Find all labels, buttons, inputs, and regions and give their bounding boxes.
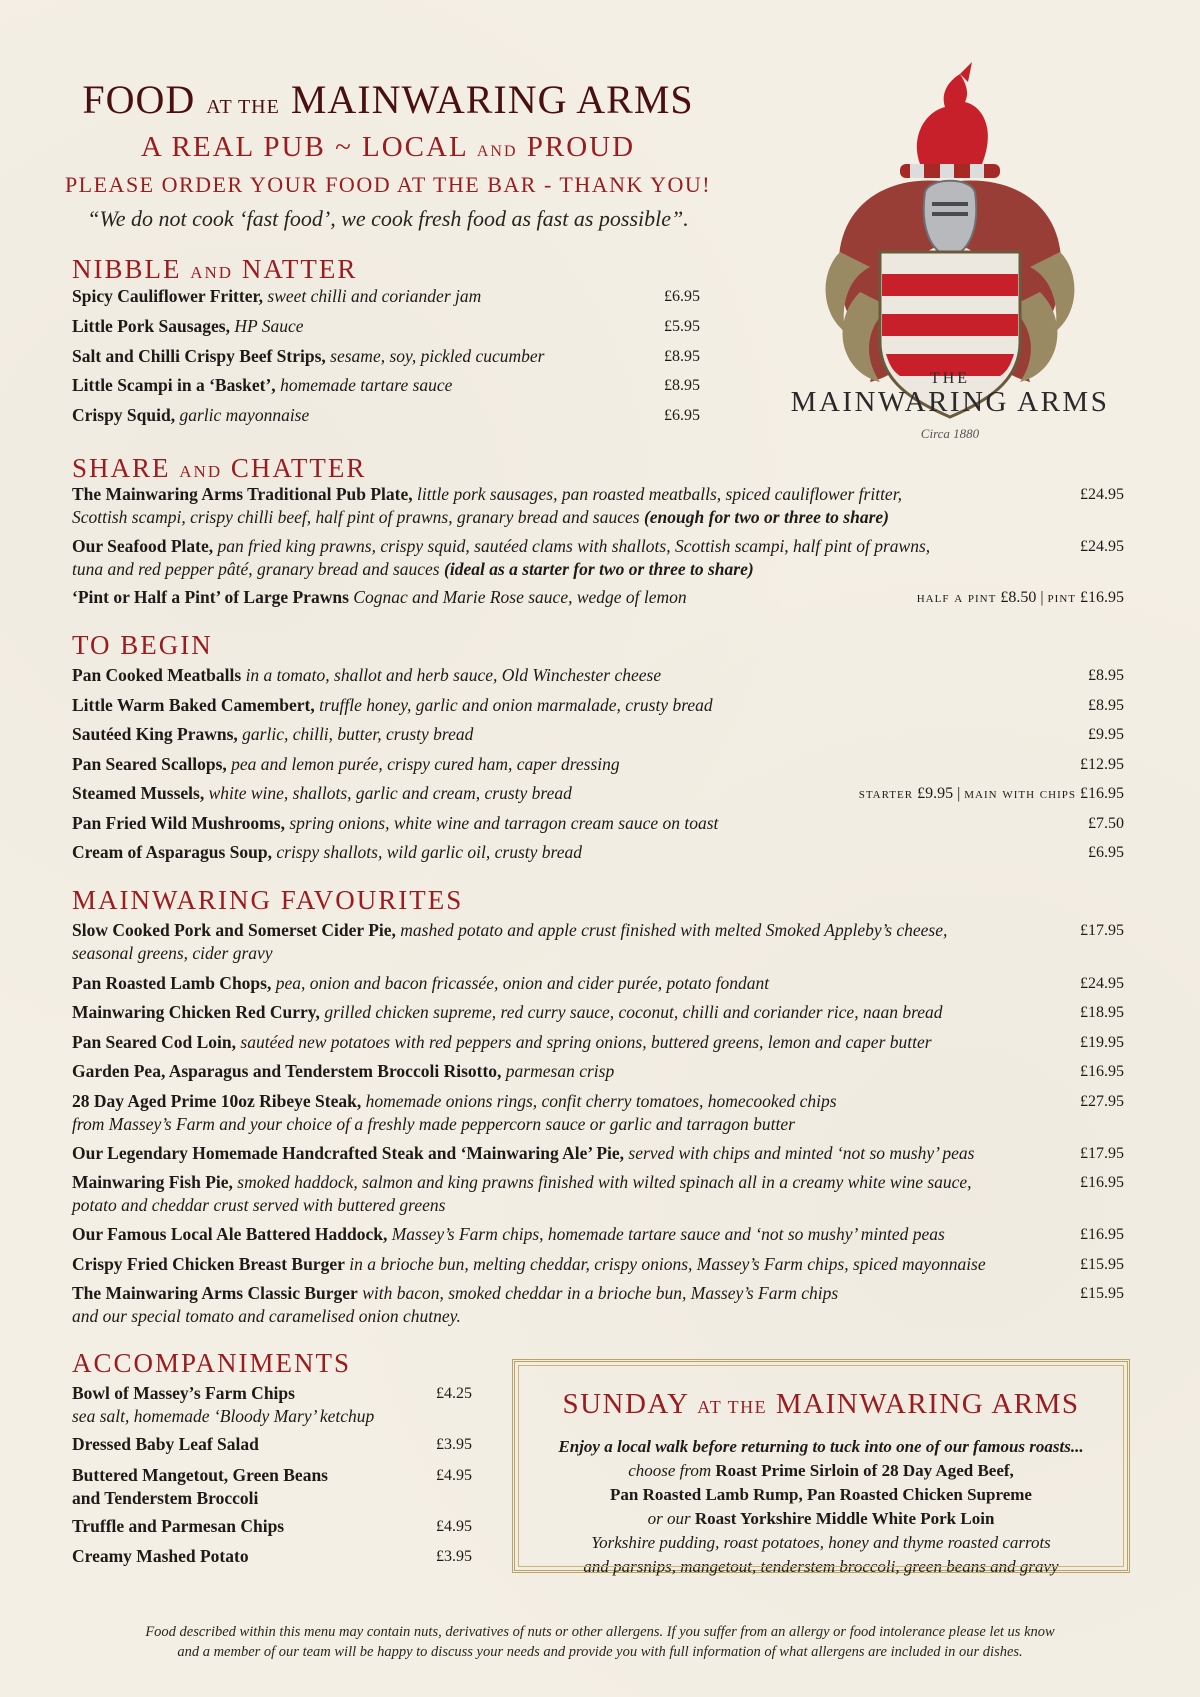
item-name: ‘Pint or Half a Pint’ of Large Prawns — [72, 587, 349, 607]
item-price: £16.95 — [1080, 1174, 1124, 1191]
item-desc: Massey’s Farm chips, homemade tartare sauce and ‘not so mushy’ minted peas — [387, 1224, 945, 1244]
price-value: £16.95 — [1080, 785, 1124, 802]
sunday-line: and parsnips, mangetout, tenderstem broccoli, green beans and gravy — [583, 1557, 1059, 1576]
item-desc: pea and lemon purée, crispy cured ham, caper dressing — [226, 754, 620, 774]
item-name: The Mainwaring Arms Traditional Pub Plate, — [72, 484, 413, 504]
item-name: Little Pork Sausages, — [72, 316, 230, 336]
item-price: £8.95 — [1088, 697, 1124, 714]
subtitle-c: PROUD — [526, 131, 636, 163]
sunday-line: choose from — [628, 1461, 716, 1480]
logo-the: THE — [929, 370, 971, 387]
item-desc: HP Sauce — [230, 316, 304, 336]
item-desc: homemade onions rings, confit cherry tomatoes, homecooked chips — [361, 1091, 837, 1111]
item-desc: tuna and red pepper pâté, granary bread and sauces — [72, 559, 444, 579]
item-desc: truffle honey, garlic and onion marmalade, crusty bread — [314, 695, 713, 715]
item-desc: pan fried king prawns, crispy squid, sautéed clams with shallots, Scottish scampi, half pint of prawns, — [213, 536, 931, 556]
menu-item — [72, 345, 544, 368]
section-word: MAINWARING FAVOURITES — [72, 885, 464, 915]
item-price: £15.95 — [1080, 1256, 1124, 1273]
sunday-line: Roast Prime Sirloin of 28 Day Aged Beef, — [715, 1461, 1014, 1480]
item-desc: spring onions, white wine and tarragon cream sauce on toast — [284, 813, 719, 833]
item-desc: smoked haddock, salmon and king prawns finished with wilted spinach all in a creamy white wine sauce, — [232, 1172, 972, 1192]
menu-item — [72, 723, 473, 746]
menu-title — [58, 78, 718, 129]
item-desc: in a brioche bun, melting cheddar, crispy onions, Massey’s Farm chips, spiced mayonnaise — [344, 1254, 986, 1274]
item-price: £8.95 — [664, 348, 700, 365]
item-name: Creamy Mashed Potato — [72, 1546, 249, 1566]
price-value: £16.95 — [1080, 589, 1124, 606]
sunday-line: Pan Roasted Lamb Rump, Pan Roasted Chicken Supreme — [610, 1485, 1032, 1504]
price-value: £9.95 | — [917, 785, 965, 802]
sunday-title-word: AT THE — [697, 1397, 768, 1417]
section-word: NIBBLE — [72, 254, 182, 284]
item-name: Little Scampi in a ‘Basket’, — [72, 375, 276, 395]
sunday-line: or our — [647, 1509, 695, 1528]
item-name: Mainwaring Chicken Red Curry, — [72, 1002, 320, 1022]
menu-item — [72, 586, 687, 609]
menu-item — [72, 1282, 1032, 1328]
section-word: AND — [190, 263, 234, 282]
item-desc: parmesan crisp — [501, 1061, 615, 1081]
menu-item — [72, 919, 1032, 965]
menu-item — [72, 1001, 943, 1024]
item-price: £8.95 — [664, 377, 700, 394]
price-label: pint — [1047, 590, 1076, 606]
item-note: (ideal as a starter for two or three to share) — [444, 559, 754, 579]
sunday-title — [515, 1388, 1127, 1421]
item-price: £12.95 — [1080, 756, 1124, 773]
menu-item — [72, 483, 1072, 529]
menu-item — [72, 782, 572, 805]
menu-item — [72, 404, 309, 427]
price-label: half a pint — [916, 590, 997, 606]
price-value: £8.50 | — [1000, 589, 1048, 606]
item-desc: with bacon, smoked cheddar in a brioche bun, Massey’s Farm chips — [357, 1283, 839, 1303]
item-name: Pan Seared Cod Loin, — [72, 1032, 237, 1052]
menu-item — [72, 841, 582, 864]
section-begin-title — [72, 630, 213, 660]
item-price: £17.95 — [1080, 922, 1124, 939]
section-word: ACCOMPANIMENTS — [72, 1348, 352, 1378]
item-note: (enough for two or three to share) — [643, 507, 889, 527]
item-price: £27.95 — [1080, 1093, 1124, 1110]
item-name: Slow Cooked Pork and Somerset Cider Pie, — [72, 920, 396, 940]
item-desc: Scottish scampi, crispy chilli beef, half pint of prawns, granary bread and sauces — [72, 507, 644, 527]
item-price — [824, 586, 1124, 610]
menu-item — [72, 812, 718, 835]
item-name: Garden Pea, Asparagus and Tenderstem Broccoli Risotto, — [72, 1061, 502, 1081]
item-price: £8.95 — [1088, 667, 1124, 684]
item-name: Little Warm Baked Camembert, — [72, 695, 315, 715]
item-price: £19.95 — [1080, 1034, 1124, 1051]
item-price: £5.95 — [664, 318, 700, 335]
menu-item — [72, 1171, 1032, 1217]
menu-item — [72, 285, 481, 308]
section-word: TO BEGIN — [72, 630, 213, 660]
title-at-the: AT THE — [206, 96, 280, 118]
item-name: Steamed Mussels, — [72, 783, 205, 803]
menu-item — [72, 1545, 249, 1568]
menu-item — [72, 315, 304, 338]
item-name: Pan Fried Wild Mushrooms, — [72, 813, 285, 833]
sunday-line: Yorkshire pudding, roast potatoes, honey and thyme roasted carrots — [591, 1533, 1051, 1552]
menu-item — [72, 694, 713, 717]
item-name: The Mainwaring Arms Classic Burger — [72, 1283, 358, 1303]
item-name: Pan Roasted Lamb Chops, — [72, 973, 272, 993]
item-price: £18.95 — [1080, 1004, 1124, 1021]
item-price: £17.95 — [1080, 1145, 1124, 1162]
item-desc: seasonal greens, cider gravy — [72, 943, 273, 963]
item-desc: garlic mayonnaise — [175, 405, 310, 425]
item-name: 28 Day Aged Prime 10oz Ribeye Steak, — [72, 1091, 362, 1111]
item-price: £9.95 — [1088, 726, 1124, 743]
item-desc: potato and cheddar crust served with buttered greens — [72, 1195, 446, 1215]
section-accompaniments-title — [72, 1348, 351, 1378]
item-desc: grilled chicken supreme, red curry sauce, coconut, chilli and coriander rice, naan bread — [319, 1002, 943, 1022]
item-price: £3.95 — [436, 1548, 472, 1565]
item-name: Our Famous Local Ale Battered Haddock, — [72, 1224, 388, 1244]
item-name: Crispy Fried Chicken Breast Burger — [72, 1254, 345, 1274]
item-name: Sautéed King Prawns, — [72, 724, 238, 744]
title-food: FOOD — [82, 77, 196, 122]
item-price: £7.50 — [1088, 815, 1124, 832]
item-desc: sweet chilli and coriander jam — [263, 286, 482, 306]
item-name: Truffle and Parmesan Chips — [72, 1516, 285, 1536]
item-name: Our Legendary Homemade Handcrafted Steak and ‘Mainwaring Ale’ Pie, — [72, 1143, 625, 1163]
item-name: Dressed Baby Leaf Salad — [72, 1434, 259, 1454]
subtitle-and: AND — [476, 143, 518, 160]
item-price: £24.95 — [1080, 486, 1124, 503]
item-price: £4.95 — [436, 1518, 472, 1535]
item-name: Cream of Asparagus Soup, — [72, 842, 272, 862]
item-desc: from Massey’s Farm and your choice of a freshly made peppercorn sauce or garlic and tarragon butter — [72, 1114, 795, 1134]
item-price: £16.95 — [1080, 1063, 1124, 1080]
menu-item — [72, 1060, 614, 1083]
item-price: £6.95 — [1088, 844, 1124, 861]
item-price: £6.95 — [664, 288, 700, 305]
item-desc: sautéed new potatoes with red peppers and spring onions, buttered greens, lemon and caper butter — [236, 1032, 932, 1052]
menu-item — [72, 664, 661, 687]
title-pub-name: MAINWARING ARMS — [290, 77, 694, 122]
menu-item — [72, 1253, 986, 1276]
menu-item — [72, 535, 1072, 581]
item-price — [774, 782, 1124, 806]
item-name: Spicy Cauliflower Fritter, — [72, 286, 264, 306]
sunday-description — [515, 1435, 1127, 1579]
item-desc: pea, onion and bacon fricassée, onion and cider purée, potato fondant — [271, 973, 770, 993]
price-label: main with chips — [964, 786, 1076, 802]
section-word: NATTER — [241, 254, 358, 284]
menu-item — [72, 753, 620, 776]
sunday-title-word: MAINWARING ARMS — [775, 1388, 1080, 1420]
item-desc: homemade tartare sauce — [275, 375, 453, 395]
item-price: £4.95 — [436, 1467, 472, 1484]
menu-item — [72, 1464, 328, 1510]
item-desc: sea salt, homemade ‘Bloody Mary’ ketchup — [72, 1406, 375, 1426]
menu-item — [72, 1382, 374, 1428]
allergen-line: and a member of our team will be happy to discuss your needs and provide you with full information of what allergens are included in our dishes. — [177, 1644, 1023, 1660]
item-price: £6.95 — [664, 407, 700, 424]
menu-item — [72, 1515, 284, 1538]
item-name: Pan Seared Scallops, — [72, 754, 227, 774]
item-name: Pan Cooked Meatballs — [72, 665, 242, 685]
item-desc: in a tomato, shallot and herb sauce, Old Winchester cheese — [241, 665, 662, 685]
item-name: and Tenderstem Broccoli — [72, 1488, 259, 1508]
sunday-roast-box — [512, 1359, 1130, 1576]
item-name: Bowl of Massey’s Farm Chips — [72, 1383, 295, 1403]
item-desc: mashed potato and apple crust finished with melted Smoked Appleby’s cheese, — [395, 920, 948, 940]
item-price: £3.95 — [436, 1436, 472, 1453]
item-desc: white wine, shallots, garlic and cream, crusty bread — [204, 783, 572, 803]
menu-item — [72, 1090, 1032, 1136]
logo-circa: Circa 1880 — [920, 426, 980, 441]
subtitle-a: A REAL PUB ~ LOCAL — [140, 131, 468, 163]
section-share-title — [72, 453, 366, 487]
menu-item — [72, 1031, 932, 1054]
section-nibble-title — [72, 254, 357, 288]
menu-item — [72, 972, 769, 995]
allergen-notice — [60, 1622, 1140, 1662]
item-desc: served with chips and minted ‘not so mushy’ peas — [624, 1143, 975, 1163]
sunday-line: Enjoy a local walk before returning to tuck into one of our famous roasts... — [558, 1437, 1084, 1456]
subtitle — [58, 129, 718, 170]
item-desc: little pork sausages, pan roasted meatballs, spiced cauliflower fritter, — [412, 484, 902, 504]
item-desc: garlic, chilli, butter, crusty bread — [237, 724, 474, 744]
item-desc: crispy shallots, wild garlic oil, crusty bread — [272, 842, 582, 862]
item-price: £24.95 — [1080, 975, 1124, 992]
order-notice: PLEASE ORDER YOUR FOOD AT THE BAR - THANK YOU! — [64, 172, 712, 197]
logo-name: MAINWARING ARMS — [790, 386, 1110, 418]
item-desc: sesame, soy, pickled cucumber — [325, 346, 545, 366]
section-favourites-title — [72, 885, 463, 915]
item-name: Our Seafood Plate, — [72, 536, 214, 556]
sunday-title-word: SUNDAY — [562, 1388, 689, 1420]
allergen-line: Food described within this menu may contain nuts, derivatives of nuts or other allergens. If you suffer from an allergy or food intolerance please let us know — [145, 1624, 1055, 1640]
section-word: CHATTER — [230, 453, 367, 483]
item-name: Buttered Mangetout, Green Beans — [72, 1465, 328, 1485]
item-price: £15.95 — [1080, 1285, 1124, 1302]
menu-item — [72, 1142, 974, 1165]
item-desc: Cognac and Marie Rose sauce, wedge of lemon — [348, 587, 687, 607]
item-desc: and our special tomato and caramelised onion chutney. — [72, 1306, 461, 1326]
item-price: £16.95 — [1080, 1226, 1124, 1243]
menu-item — [72, 1223, 945, 1246]
tagline-quote: “We do not cook ‘fast food’, we cook fresh food as fast as possible”. — [87, 206, 689, 231]
menu-header — [58, 78, 718, 236]
section-word: SHARE — [72, 453, 171, 483]
section-word: AND — [179, 462, 223, 481]
sunday-line: Roast Yorkshire Middle White Pork Loin — [694, 1509, 995, 1528]
item-name: Mainwaring Fish Pie, — [72, 1172, 233, 1192]
price-label: starter — [858, 786, 914, 802]
item-name: Salt and Chilli Crispy Beef Strips, — [72, 346, 326, 366]
item-price: £4.25 — [436, 1385, 472, 1402]
item-name: Crispy Squid, — [72, 405, 176, 425]
menu-item — [72, 1433, 259, 1456]
menu-item — [72, 374, 452, 397]
item-price: £24.95 — [1080, 538, 1124, 555]
